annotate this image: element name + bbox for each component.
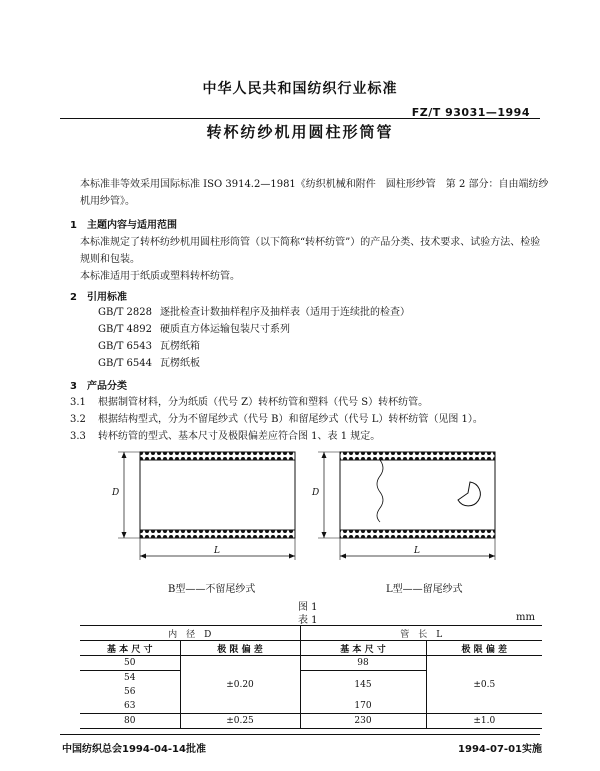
ref-code-2: GB/T 4892 [98,324,153,335]
table-unit: mm [516,612,535,623]
col-header-inner-basic-size: 基 本 尺 寸 [80,641,180,656]
b-type-tube [118,452,295,560]
length-deviation-cell: ±0.5 [426,656,542,714]
org-title: 中华人民共和国纺织行业标准 [202,81,398,97]
inner-diameter-group-header: 内 径 D [80,626,300,641]
ref-code-4: GB/T 6544 [98,358,153,369]
section-1-para-1: 本标准规定了转杯纺纱机用圆柱形筒管（以下简称“转杯纺管”）的产品分类、技术要求、试验方法、检验规则和包装。 [80,237,541,265]
tube-length-group-header: 管 长 L [300,626,542,641]
ref-code-3: GB/T 6543 [98,341,153,352]
col-header-length-limit-deviation: 极 限 偏 差 [426,641,542,656]
l-dim-l-label: L [414,546,420,556]
ref-code-1: GB/T 2828 [98,307,153,318]
table-row [80,714,542,729]
b-dim-d-label: D [112,488,120,498]
figure-caption-l-type: L型——留尾纱式 [386,584,463,595]
inner-size-cell: 56 [124,687,136,697]
effective-date-line: 1994-07-01实施 [458,744,542,755]
approval-line: 中国纺织总会1994-04-14批准 [62,744,206,755]
col-header-inner-limit-deviation: 极 限 偏 差 [180,641,300,656]
l-type-tube [318,452,495,560]
length-size-cell: 145 [300,671,426,700]
length-size-cell: 98 [300,656,426,671]
length-size-cell: 230 [300,714,426,729]
table-row [80,656,542,671]
inner-size-cell: 50 [124,658,136,668]
section-1-heading: 1 主题内容与适用范围 [70,220,177,231]
ref-title-1: 逐批检查计数抽样程序及抽样表（适用于连续批的检查） [160,307,410,318]
table-column-header-row [80,641,542,656]
length-size-cell: 170 [300,699,426,714]
ref-title-4: 瓦楞纸板 [160,358,200,369]
table-group-header-row [80,626,542,641]
item-3-1-text: 根据制管材料，分为纸质（代号 Z）转杯纺管和塑料（代号 S）转杯纺管。 [98,397,429,408]
ref-title-2: 硬质直方体运输包装尺寸系列 [160,324,290,335]
section-1-para-2: 本标准适用于纸质或塑料转杯纺管。 [80,271,240,282]
item-3-2-text: 根据结构型式，分为不留尾纱式（代号 B）和留尾纱式（代号 L）转杯纺管（见图 1）。 [98,414,483,425]
table-1-label: 表 1 [298,615,318,626]
figure-caption-b-type: B型——不留尾纱式 [168,584,256,595]
length-deviation-cell: ±1.0 [426,714,542,729]
item-3-1-number: 3.1 [70,397,86,408]
inner-size-cell: 54 [80,671,180,686]
inner-deviation-cell: ±0.25 [180,714,300,729]
inner-size-cell: 80 [80,714,180,729]
footer-rule [60,734,540,735]
item-3-3-text: 转杯纺管的型式、基本尺寸及极限偏差应符合图 1、表 1 规定。 [98,431,381,442]
ref-title-3: 瓦楞纸箱 [160,341,200,352]
document-title: 转杯纺纱机用圆柱形筒管 [206,123,394,141]
item-3-3-number: 3.3 [70,431,86,442]
section-2-heading: 2 引用标准 [70,292,127,303]
inner-deviation-cell: ±0.20 [180,656,300,714]
l-dim-d-label: D [312,488,320,498]
col-header-length-basic-size: 基 本 尺 寸 [300,641,426,656]
table-1 [80,625,542,729]
figure-1-label: 图 1 [298,602,318,613]
intro-paragraph: 本标准非等效采用国际标准 ISO 3914.2—1981《纺织机械和附件 圆柱形纱管 第 2 部分：自由端纺纱机用纱管》。 [80,179,549,207]
standard-number: FZ/T 93031—1994 [411,106,530,119]
inner-size-cell: 63 [124,701,136,711]
item-3-2-number: 3.2 [70,414,86,425]
b-dim-l-label: L [214,546,220,556]
section-3-heading: 3 产品分类 [70,381,127,392]
